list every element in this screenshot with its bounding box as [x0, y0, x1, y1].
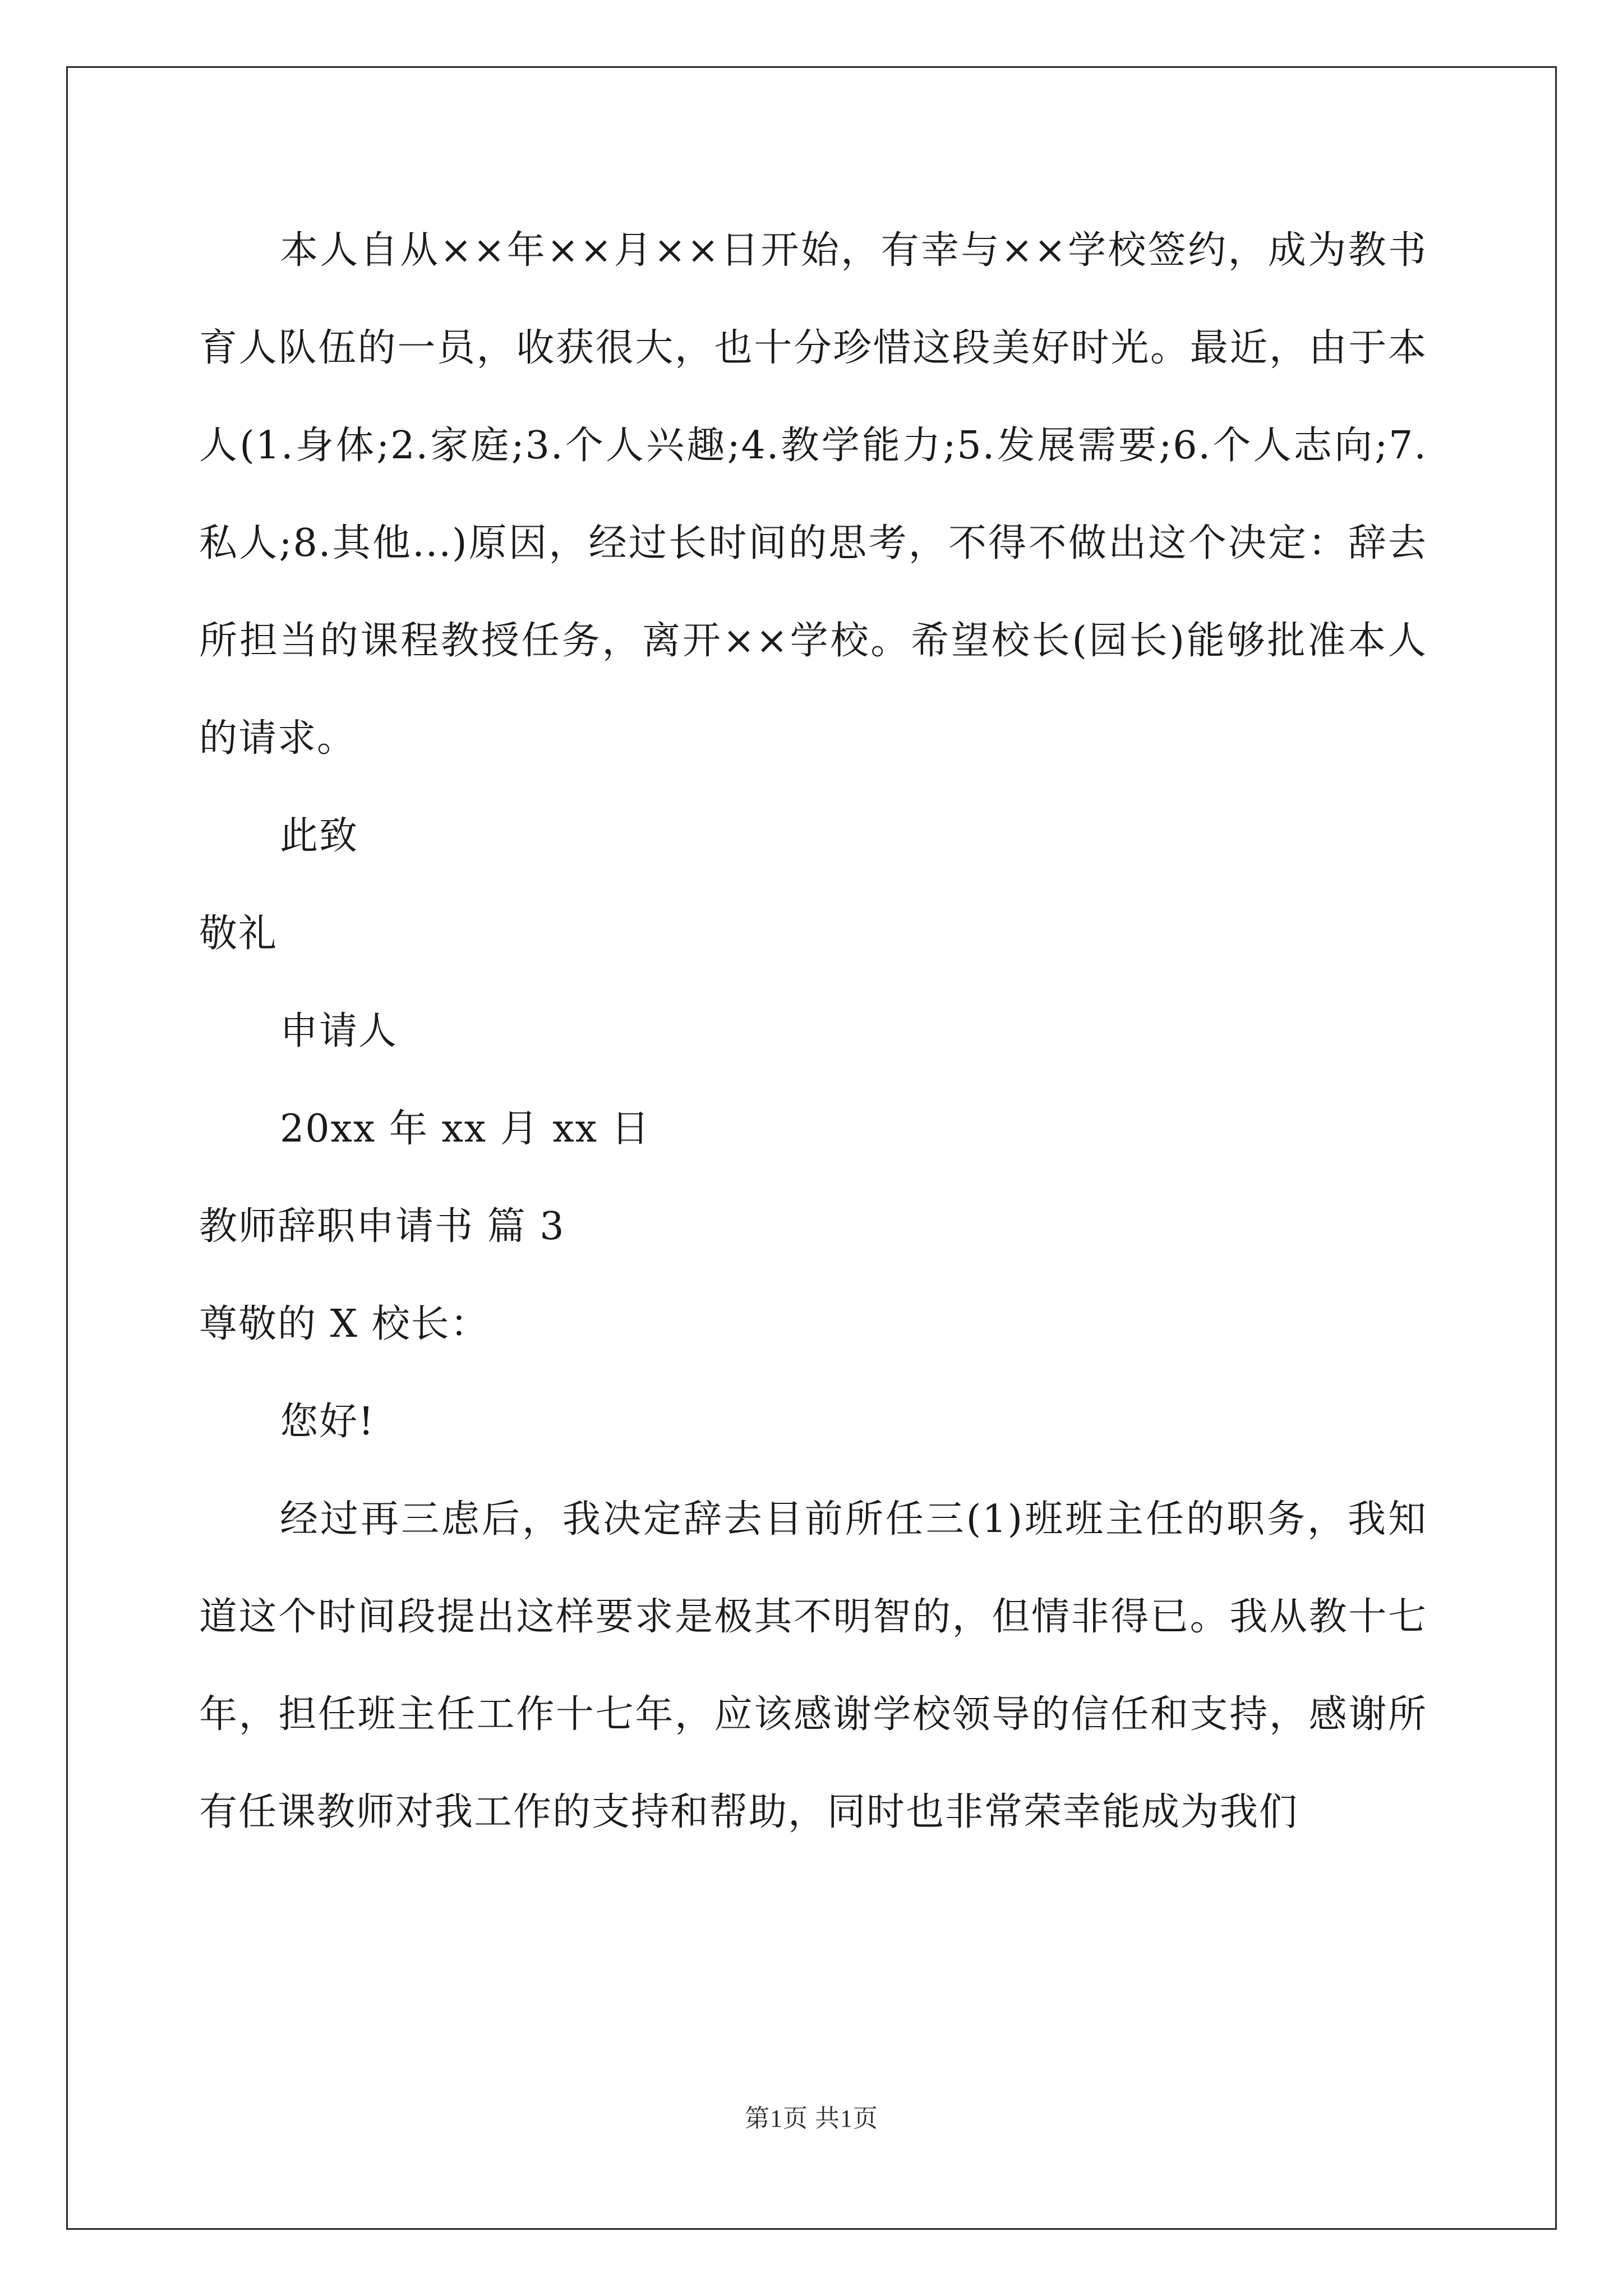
closing-line: 此致 — [280, 814, 359, 858]
salutation: 尊敬的 X 校长： — [199, 1302, 490, 1346]
greeting: 您好! — [280, 1400, 375, 1444]
body-paragraph-resignation-reason: 本人自从××年××月××日开始，有幸与××学校签约，成为教书育人队伍的一员，收获很大，也十分珍惜这段美好时光。最近，由于本人(1.身体;2.家庭;3.个人兴趣;4.教学能力;5.发展需要;6.个人志向;7.私人;8.其他...)原因，经过长时间的思考，不得不做出这个决定：辞去所担当的课程教授任务，离开××学校。希望校长(园长)能够批准本人的请求。 — [199, 228, 1427, 761]
applicant-label: 申请人 — [280, 1009, 398, 1053]
body-paragraph-class-teacher: 经过再三虑后，我决定辞去目前所任三(1)班班主任的职务，我知道这个时间段提出这样要求是极其不明智的，但情非得已。我从教十七年，担任班主任工作十七年，应该感谢学校领导的信任和支持，感谢所有任课教师对我工作的支持和帮助，同时也非常荣幸能成为我们 — [199, 1497, 1427, 1834]
document-body — [199, 202, 1427, 1861]
closing-salute: 敬礼 — [199, 912, 278, 956]
page-number-footer: 第1页 共1页 — [745, 2105, 878, 2132]
date-line: 20xx 年 xx 月 xx 日 — [280, 1107, 651, 1151]
section-title: 教师辞职申请书 篇 3 — [199, 1204, 565, 1249]
